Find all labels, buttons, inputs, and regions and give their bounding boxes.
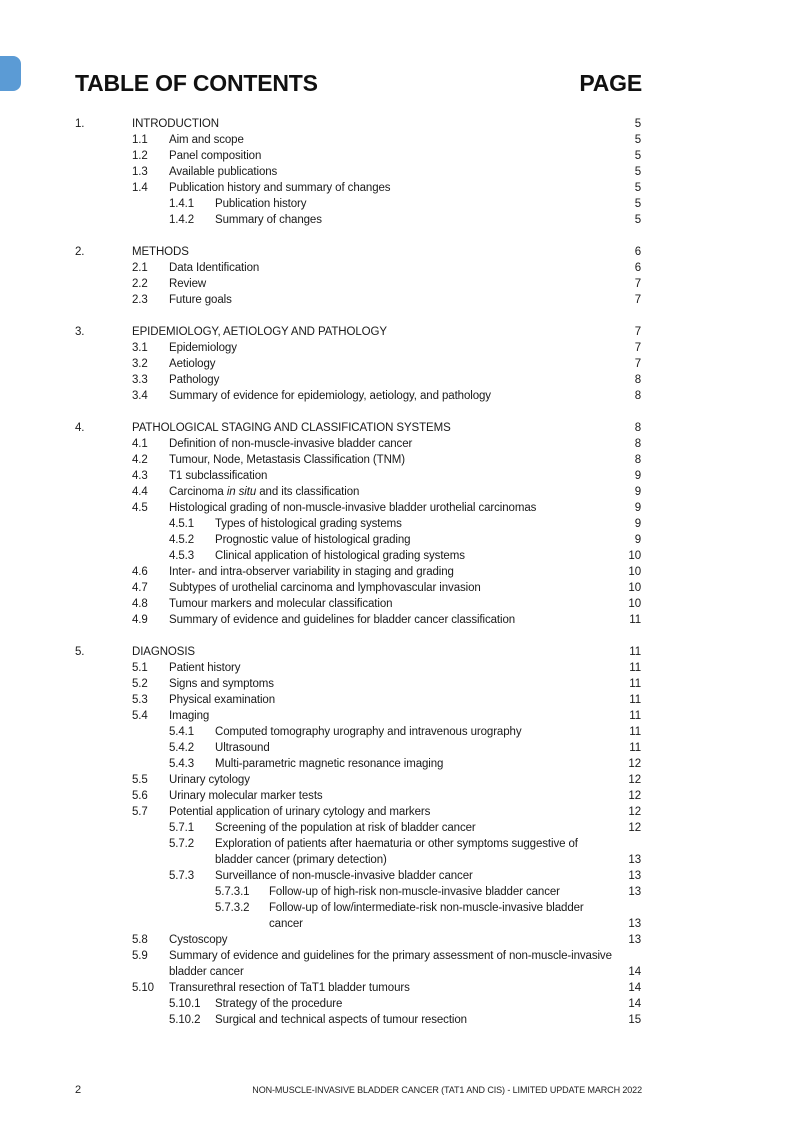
toc-entry-number: 3.4 — [132, 390, 148, 402]
toc-entry-page: 5 — [634, 118, 641, 130]
toc-entry[interactable] — [0, 484, 793, 500]
toc-entry-page: 11 — [629, 646, 641, 658]
toc-entry-number: 4.5.3 — [169, 550, 195, 562]
page-title: TABLE OF CONTENTS — [75, 70, 318, 96]
toc-entry-page: 13 — [628, 886, 641, 898]
toc-entry-title: Publication history and summary of changes — [169, 182, 391, 194]
toc-header — [75, 70, 642, 102]
toc-entry-number: 5.7.3.1 — [215, 886, 250, 898]
toc-entry-title: Panel composition — [169, 150, 262, 162]
toc-entry[interactable] — [0, 436, 793, 452]
toc-entry-title: Follow-up of high-risk non-muscle-invasive bladder cancer — [269, 886, 560, 898]
toc-entry-number: 4.5.2 — [169, 534, 195, 546]
toc-entry[interactable] — [0, 548, 793, 564]
toc-entry-number: 1.1 — [132, 134, 148, 146]
toc-entry-title: Strategy of the procedure — [215, 998, 343, 1010]
toc-entry[interactable] — [0, 932, 793, 948]
toc-entry-number: 5.5 — [132, 774, 148, 786]
toc-entry-title: Available publications — [169, 166, 278, 178]
toc-entry-title: Ultrasound — [215, 742, 270, 754]
toc-entry[interactable] — [0, 276, 793, 292]
toc-entry[interactable] — [0, 132, 793, 148]
toc-entry-page: 9 — [634, 502, 641, 514]
toc-entry-page: 5 — [634, 214, 641, 226]
toc-entry-page: 5 — [634, 198, 641, 210]
toc-entry[interactable] — [0, 868, 793, 884]
italic-term: in situ — [226, 486, 257, 498]
toc-entry-number: 1. — [75, 118, 85, 130]
toc-entry-number: 5.7.3 — [169, 870, 195, 882]
table-of-contents — [0, 116, 793, 1028]
toc-entry-number: 5.10.1 — [169, 998, 201, 1010]
toc-entry-number: 3. — [75, 326, 85, 338]
toc-entry-number: 2.2 — [132, 278, 148, 290]
toc-entry-page: 8 — [634, 422, 641, 434]
toc-entry-title: Patient history — [169, 662, 241, 674]
toc-entry-number: 1.4 — [132, 182, 148, 194]
toc-entry-page: 10 — [628, 582, 641, 594]
toc-chapter[interactable] — [0, 644, 793, 660]
toc-entry-page: 11 — [629, 678, 641, 690]
toc-chapter[interactable] — [0, 244, 793, 260]
toc-entry-page: 14 — [628, 998, 641, 1010]
toc-entry-page: 11 — [629, 726, 641, 738]
toc-entry-number: 4.4 — [132, 486, 148, 498]
footer-running-title: NON-MUSCLE-INVASIVE BLADDER CANCER (TAT1 AND CIS) - LIMITED UPDATE MARCH 2022 — [252, 1085, 642, 1095]
toc-entry-number: 4.2 — [132, 454, 148, 466]
toc-entry-page: 9 — [634, 486, 641, 498]
toc-entry-number: 2.3 — [132, 294, 148, 306]
toc-entry[interactable] — [0, 836, 793, 868]
toc-entry-title: T1 subclassification — [169, 470, 268, 482]
toc-entry-page: 8 — [634, 374, 641, 386]
toc-entry-number: 3.1 — [132, 342, 148, 354]
toc-entry-page: 7 — [634, 358, 641, 370]
toc-entry-page: 5 — [634, 182, 641, 194]
toc-entry[interactable] — [0, 500, 793, 516]
toc-entry-title: Urinary molecular marker tests — [169, 790, 323, 802]
toc-entry[interactable] — [0, 564, 793, 580]
toc-entry-number: 5.7.3.2 — [215, 902, 250, 914]
toc-entry-title: Signs and symptoms — [169, 678, 274, 690]
toc-entry-number: 4.5.1 — [169, 518, 195, 530]
toc-entry-page: 11 — [629, 742, 641, 754]
toc-entry[interactable] — [0, 900, 793, 932]
toc-entry[interactable] — [0, 820, 793, 836]
toc-entry-title: Definition of non-muscle-invasive bladder cancer — [169, 438, 413, 450]
toc-entry-title: EPIDEMIOLOGY, AETIOLOGY AND PATHOLOGY — [132, 326, 387, 338]
toc-entry-number: 4.9 — [132, 614, 148, 626]
toc-entry-title: PATHOLOGICAL STAGING AND CLASSIFICATION SYSTEMS — [132, 422, 451, 434]
toc-entry-page: 10 — [628, 550, 641, 562]
toc-entry[interactable] — [0, 660, 793, 676]
toc-entry-page: 14 — [628, 966, 641, 978]
toc-entry[interactable] — [0, 260, 793, 276]
toc-entry-number: 5.10 — [132, 982, 154, 994]
toc-entry-number: 5.10.2 — [169, 1014, 201, 1026]
toc-entry-title: Screening of the population at risk of bladder cancer — [215, 822, 476, 834]
toc-entry-page: 11 — [629, 694, 641, 706]
toc-entry-title: Multi-parametric magnetic resonance imaging — [215, 758, 444, 770]
toc-entry-page: 7 — [634, 294, 641, 306]
toc-entry[interactable] — [0, 340, 793, 356]
toc-entry[interactable] — [0, 164, 793, 180]
toc-entry-page: 11 — [629, 662, 641, 674]
toc-entry-title: Types of histological grading systems — [215, 518, 402, 530]
toc-entry-page: 10 — [628, 566, 641, 578]
toc-entry-number: 5.4.2 — [169, 742, 195, 754]
toc-entry-title: Surveillance of non-muscle-invasive bladder cancer — [215, 870, 473, 882]
toc-entry-page: 7 — [634, 342, 641, 354]
toc-entry[interactable] — [0, 356, 793, 372]
toc-entry[interactable] — [0, 1012, 793, 1028]
toc-entry-number: 5.7.2 — [169, 838, 195, 850]
footer-page-number: 2 — [75, 1084, 82, 1096]
toc-entry-title: Exploration of patients after haematuria or other symptoms suggestive of bladder cancer (primary detection) — [215, 838, 578, 866]
toc-entry[interactable] — [0, 676, 793, 692]
toc-entry-page: 11 — [629, 710, 641, 722]
toc-entry-title: Aim and scope — [169, 134, 244, 146]
toc-entry[interactable] — [0, 516, 793, 532]
toc-entry-title: Follow-up of low/intermediate-risk non-muscle-invasive bladder cancer — [269, 902, 584, 930]
toc-entry-page: 7 — [634, 326, 641, 338]
toc-entry-title: Transurethral resection of TaT1 bladder tumours — [169, 982, 410, 994]
toc-entry-title: Cystoscopy — [169, 934, 228, 946]
toc-entry-title: INTRODUCTION — [132, 118, 219, 130]
toc-entry-page: 8 — [634, 454, 641, 466]
toc-entry[interactable] — [0, 996, 793, 1012]
toc-entry-title: Urinary cytology — [169, 774, 250, 786]
toc-entry[interactable] — [0, 948, 793, 980]
toc-entry-number: 5.7.1 — [169, 822, 195, 834]
toc-entry-number: 2. — [75, 246, 85, 258]
toc-entry-number: 2.1 — [132, 262, 148, 274]
toc-entry-page: 5 — [634, 150, 641, 162]
toc-entry-page: 6 — [634, 246, 641, 258]
toc-entry-title: Review — [169, 278, 207, 290]
toc-entry-page: 13 — [628, 870, 641, 882]
toc-entry-title: Epidemiology — [169, 342, 237, 354]
toc-entry[interactable] — [0, 532, 793, 548]
toc-entry-number: 4.1 — [132, 438, 148, 450]
toc-entry-page: 7 — [634, 278, 641, 290]
toc-entry-title: Clinical application of histological grading systems — [215, 550, 465, 562]
toc-entry[interactable] — [0, 788, 793, 804]
toc-entry-number: 5.9 — [132, 950, 148, 962]
toc-entry-title: Summary of evidence and guidelines for bladder cancer classification — [169, 614, 516, 626]
toc-chapter[interactable] — [0, 116, 793, 132]
toc-entry-number: 1.3 — [132, 166, 148, 178]
toc-entry-title: Carcinoma in situ and its classification — [169, 486, 360, 498]
toc-entry-page: 5 — [634, 134, 641, 146]
toc-entry-page: 12 — [628, 806, 641, 818]
toc-entry-title: Prognostic value of histological grading — [215, 534, 411, 546]
toc-entry-number: 5. — [75, 646, 85, 658]
toc-entry[interactable] — [0, 148, 793, 164]
toc-chapter[interactable] — [0, 420, 793, 436]
toc-chapter[interactable] — [0, 324, 793, 340]
toc-entry-title: Summary of evidence for epidemiology, aetiology, and pathology — [169, 390, 491, 402]
toc-entry-number: 5.2 — [132, 678, 148, 690]
toc-entry-number: 4.5 — [132, 502, 148, 514]
toc-entry-title: Future goals — [169, 294, 232, 306]
toc-entry[interactable] — [0, 596, 793, 612]
toc-entry-page: 9 — [634, 470, 641, 482]
toc-entry-title: Publication history — [215, 198, 307, 210]
toc-entry-number: 5.4.3 — [169, 758, 195, 770]
toc-entry-page: 5 — [634, 166, 641, 178]
toc-entry[interactable] — [0, 196, 793, 212]
toc-entry-number: 4.6 — [132, 566, 148, 578]
toc-entry-number: 1.4.1 — [169, 198, 195, 210]
toc-entry-number: 4. — [75, 422, 85, 434]
toc-entry[interactable] — [0, 580, 793, 596]
toc-entry-title: Inter- and intra-observer variability in staging and grading — [169, 566, 454, 578]
toc-entry[interactable] — [0, 756, 793, 772]
toc-entry-number: 5.1 — [132, 662, 148, 674]
page-footer — [75, 1084, 642, 1098]
toc-entry-page: 8 — [634, 390, 641, 402]
toc-entry-title: METHODS — [132, 246, 189, 258]
toc-entry-title: Histological grading of non-muscle-invasive bladder urothelial carcinomas — [169, 502, 537, 514]
toc-entry[interactable] — [0, 452, 793, 468]
toc-entry-title: DIAGNOSIS — [132, 646, 196, 658]
toc-entry-page: 10 — [628, 598, 641, 610]
toc-entry-number: 5.6 — [132, 790, 148, 802]
toc-entry-number: 5.3 — [132, 694, 148, 706]
toc-entry-title: Imaging — [169, 710, 210, 722]
toc-entry-title: Subtypes of urothelial carcinoma and lymphovascular invasion — [169, 582, 481, 594]
toc-entry-page: 11 — [629, 614, 641, 626]
toc-entry-page: 12 — [628, 758, 641, 770]
toc-entry-number: 4.3 — [132, 470, 148, 482]
toc-entry[interactable] — [0, 292, 793, 308]
page-tab-marker — [0, 56, 21, 91]
toc-entry-page: 6 — [634, 262, 641, 274]
toc-entry[interactable] — [0, 212, 793, 228]
toc-entry-page: 9 — [634, 518, 641, 530]
toc-entry[interactable] — [0, 612, 793, 628]
toc-entry[interactable] — [0, 740, 793, 756]
toc-entry-number: 3.3 — [132, 374, 148, 386]
toc-entry-page: 8 — [634, 438, 641, 450]
toc-entry-page: 14 — [628, 982, 641, 994]
toc-entry-page: 9 — [634, 534, 641, 546]
toc-entry[interactable] — [0, 692, 793, 708]
toc-entry-page: 13 — [628, 854, 641, 866]
toc-entry-title: Summary of changes — [215, 214, 322, 226]
toc-entry[interactable] — [0, 804, 793, 820]
toc-entry-title: Aetiology — [169, 358, 216, 370]
toc-entry-number: 5.4 — [132, 710, 148, 722]
toc-entry-number: 3.2 — [132, 358, 148, 370]
toc-entry-title: Physical examination — [169, 694, 276, 706]
toc-entry-title: Surgical and technical aspects of tumour resection — [215, 1014, 467, 1026]
page-column-label: PAGE — [579, 70, 642, 96]
toc-entry-page: 12 — [628, 822, 641, 834]
toc-entry[interactable] — [0, 388, 793, 404]
toc-entry[interactable] — [0, 980, 793, 996]
toc-entry[interactable] — [0, 372, 793, 388]
toc-entry[interactable] — [0, 180, 793, 196]
toc-entry-page: 15 — [628, 1014, 641, 1026]
toc-entry-number: 4.7 — [132, 582, 148, 594]
toc-entry-number: 1.2 — [132, 150, 148, 162]
toc-entry-title: Tumour markers and molecular classification — [169, 598, 393, 610]
toc-entry[interactable] — [0, 772, 793, 788]
toc-entry-title: Pathology — [169, 374, 220, 386]
toc-entry-number: 5.4.1 — [169, 726, 195, 738]
toc-entry-page: 12 — [628, 790, 641, 802]
toc-entry-number: 1.4.2 — [169, 214, 195, 226]
toc-entry[interactable] — [0, 884, 793, 900]
toc-entry[interactable] — [0, 468, 793, 484]
toc-entry-number: 5.8 — [132, 934, 148, 946]
toc-entry-title: Data Identification — [169, 262, 260, 274]
toc-entry-number: 5.7 — [132, 806, 148, 818]
toc-entry[interactable] — [0, 708, 793, 724]
toc-entry-title: Summary of evidence and guidelines for the primary assessment of non-muscle-invasive bladder cancer — [169, 950, 612, 978]
toc-entry-page: 13 — [628, 918, 641, 930]
toc-entry-title: Potential application of urinary cytology and markers — [169, 806, 431, 818]
toc-entry[interactable] — [0, 724, 793, 740]
toc-entry-page: 12 — [628, 774, 641, 786]
toc-entry-number: 4.8 — [132, 598, 148, 610]
toc-entry-title: Tumour, Node, Metastasis Classification (TNM) — [169, 454, 406, 466]
toc-entry-page: 13 — [628, 934, 641, 946]
toc-entry-title: Computed tomography urography and intravenous urography — [215, 726, 522, 738]
